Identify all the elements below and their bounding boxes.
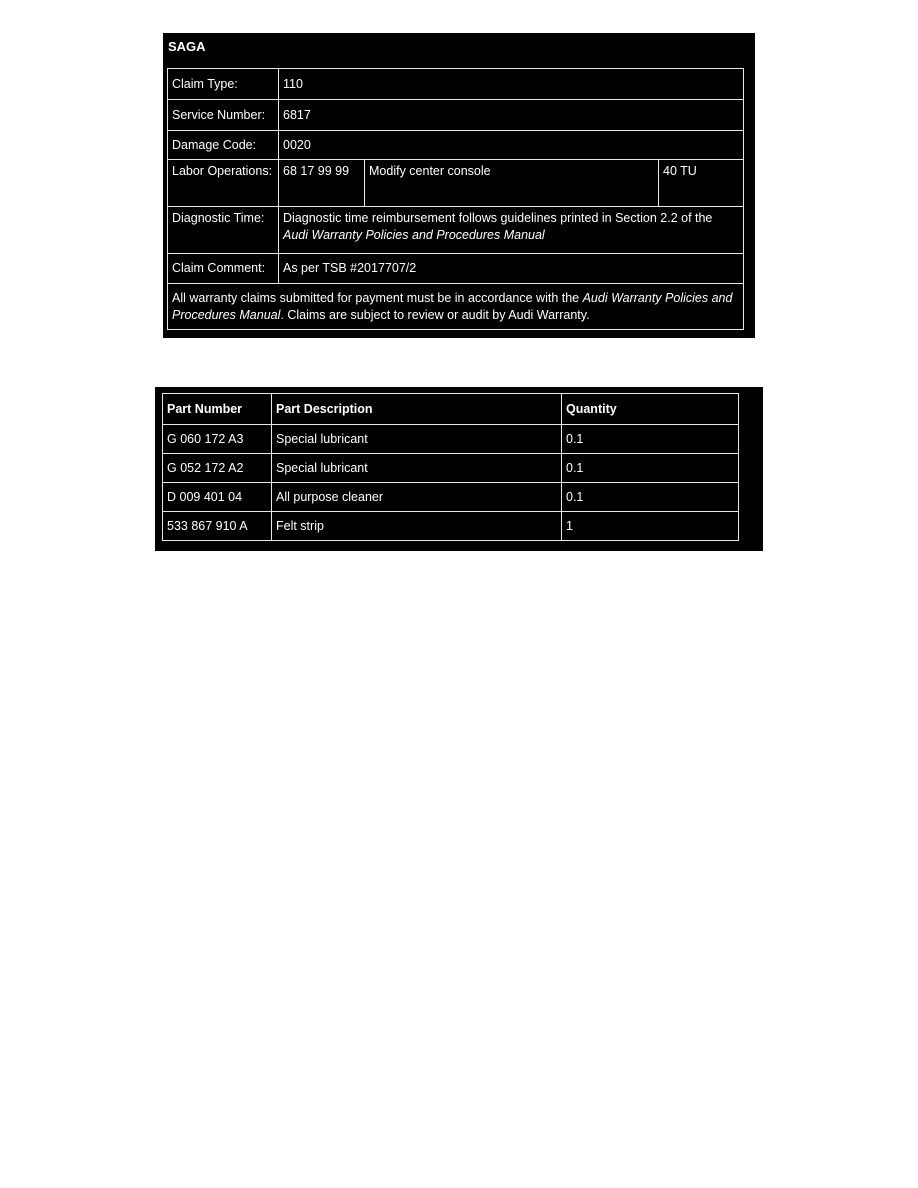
warranty-footer-row xyxy=(168,284,744,330)
quantity-cell: 0.1 xyxy=(562,425,739,454)
diagnostic-time-row xyxy=(168,207,744,254)
part-description-cell: Special lubricant xyxy=(272,425,562,454)
diagnostic-time-label: Diagnostic Time: xyxy=(168,207,279,254)
part-description-cell: Special lubricant xyxy=(272,454,562,483)
table-row xyxy=(163,483,739,512)
service-number-label: Service Number: xyxy=(168,100,279,131)
table-row xyxy=(163,425,739,454)
part-number-cell: 533 867 910 A xyxy=(163,512,272,541)
warranty-footer-text xyxy=(168,284,744,330)
labor-operation-code: 68 17 99 99 xyxy=(279,160,365,207)
service-number-row xyxy=(168,100,744,131)
part-number-cell: D 009 401 04 xyxy=(163,483,272,512)
footer-text-end: . Claims are subject to review or audit by Audi Warranty. xyxy=(280,307,590,322)
quantity-cell: 1 xyxy=(562,512,739,541)
parts-table xyxy=(162,393,739,541)
part-description-cell: Felt strip xyxy=(272,512,562,541)
quantity-cell: 0.1 xyxy=(562,483,739,512)
labor-operations-row xyxy=(168,160,744,207)
labor-operation-time: 40 TU xyxy=(659,160,744,207)
part-number-cell: G 060 172 A3 xyxy=(163,425,272,454)
claim-comment-label: Claim Comment: xyxy=(168,254,279,284)
parts-panel xyxy=(155,387,763,551)
claim-type-row xyxy=(168,69,744,100)
claim-type-value: 110 xyxy=(279,69,744,100)
service-number-value: 6817 xyxy=(279,100,744,131)
damage-code-value: 0020 xyxy=(279,131,744,160)
labor-operations-label: Labor Operations: xyxy=(168,160,279,207)
claim-type-label: Claim Type: xyxy=(168,69,279,100)
damage-code-label: Damage Code: xyxy=(168,131,279,160)
quantity-cell: 0.1 xyxy=(562,454,739,483)
claim-comment-row xyxy=(168,254,744,284)
saga-table xyxy=(167,68,744,330)
saga-panel xyxy=(163,33,755,338)
damage-code-row xyxy=(168,131,744,160)
diagnostic-time-text xyxy=(279,207,744,254)
claim-comment-value: As per TSB #2017707/2 xyxy=(279,254,744,284)
diagnostic-text: Diagnostic time reimbursement follows guidelines printed in Section 2.2 of the xyxy=(283,211,713,225)
footer-manual-title: Audi Warranty Policies and Procedures Manual xyxy=(172,290,733,322)
saga-title: SAGA xyxy=(168,39,206,54)
table-row xyxy=(163,512,739,541)
table-row xyxy=(163,454,739,483)
part-number-header: Part Number xyxy=(163,394,272,425)
part-description-cell: All purpose cleaner xyxy=(272,483,562,512)
quantity-header: Quantity xyxy=(562,394,739,425)
diagnostic-manual-title: Audi Warranty Policies and Procedures Manual xyxy=(283,228,545,242)
labor-operation-description: Modify center console xyxy=(365,160,659,207)
part-number-cell: G 052 172 A2 xyxy=(163,454,272,483)
parts-header-row xyxy=(163,394,739,425)
footer-text: All warranty claims submitted for payment must be in accordance with the xyxy=(172,290,583,305)
part-description-header: Part Description xyxy=(272,394,562,425)
